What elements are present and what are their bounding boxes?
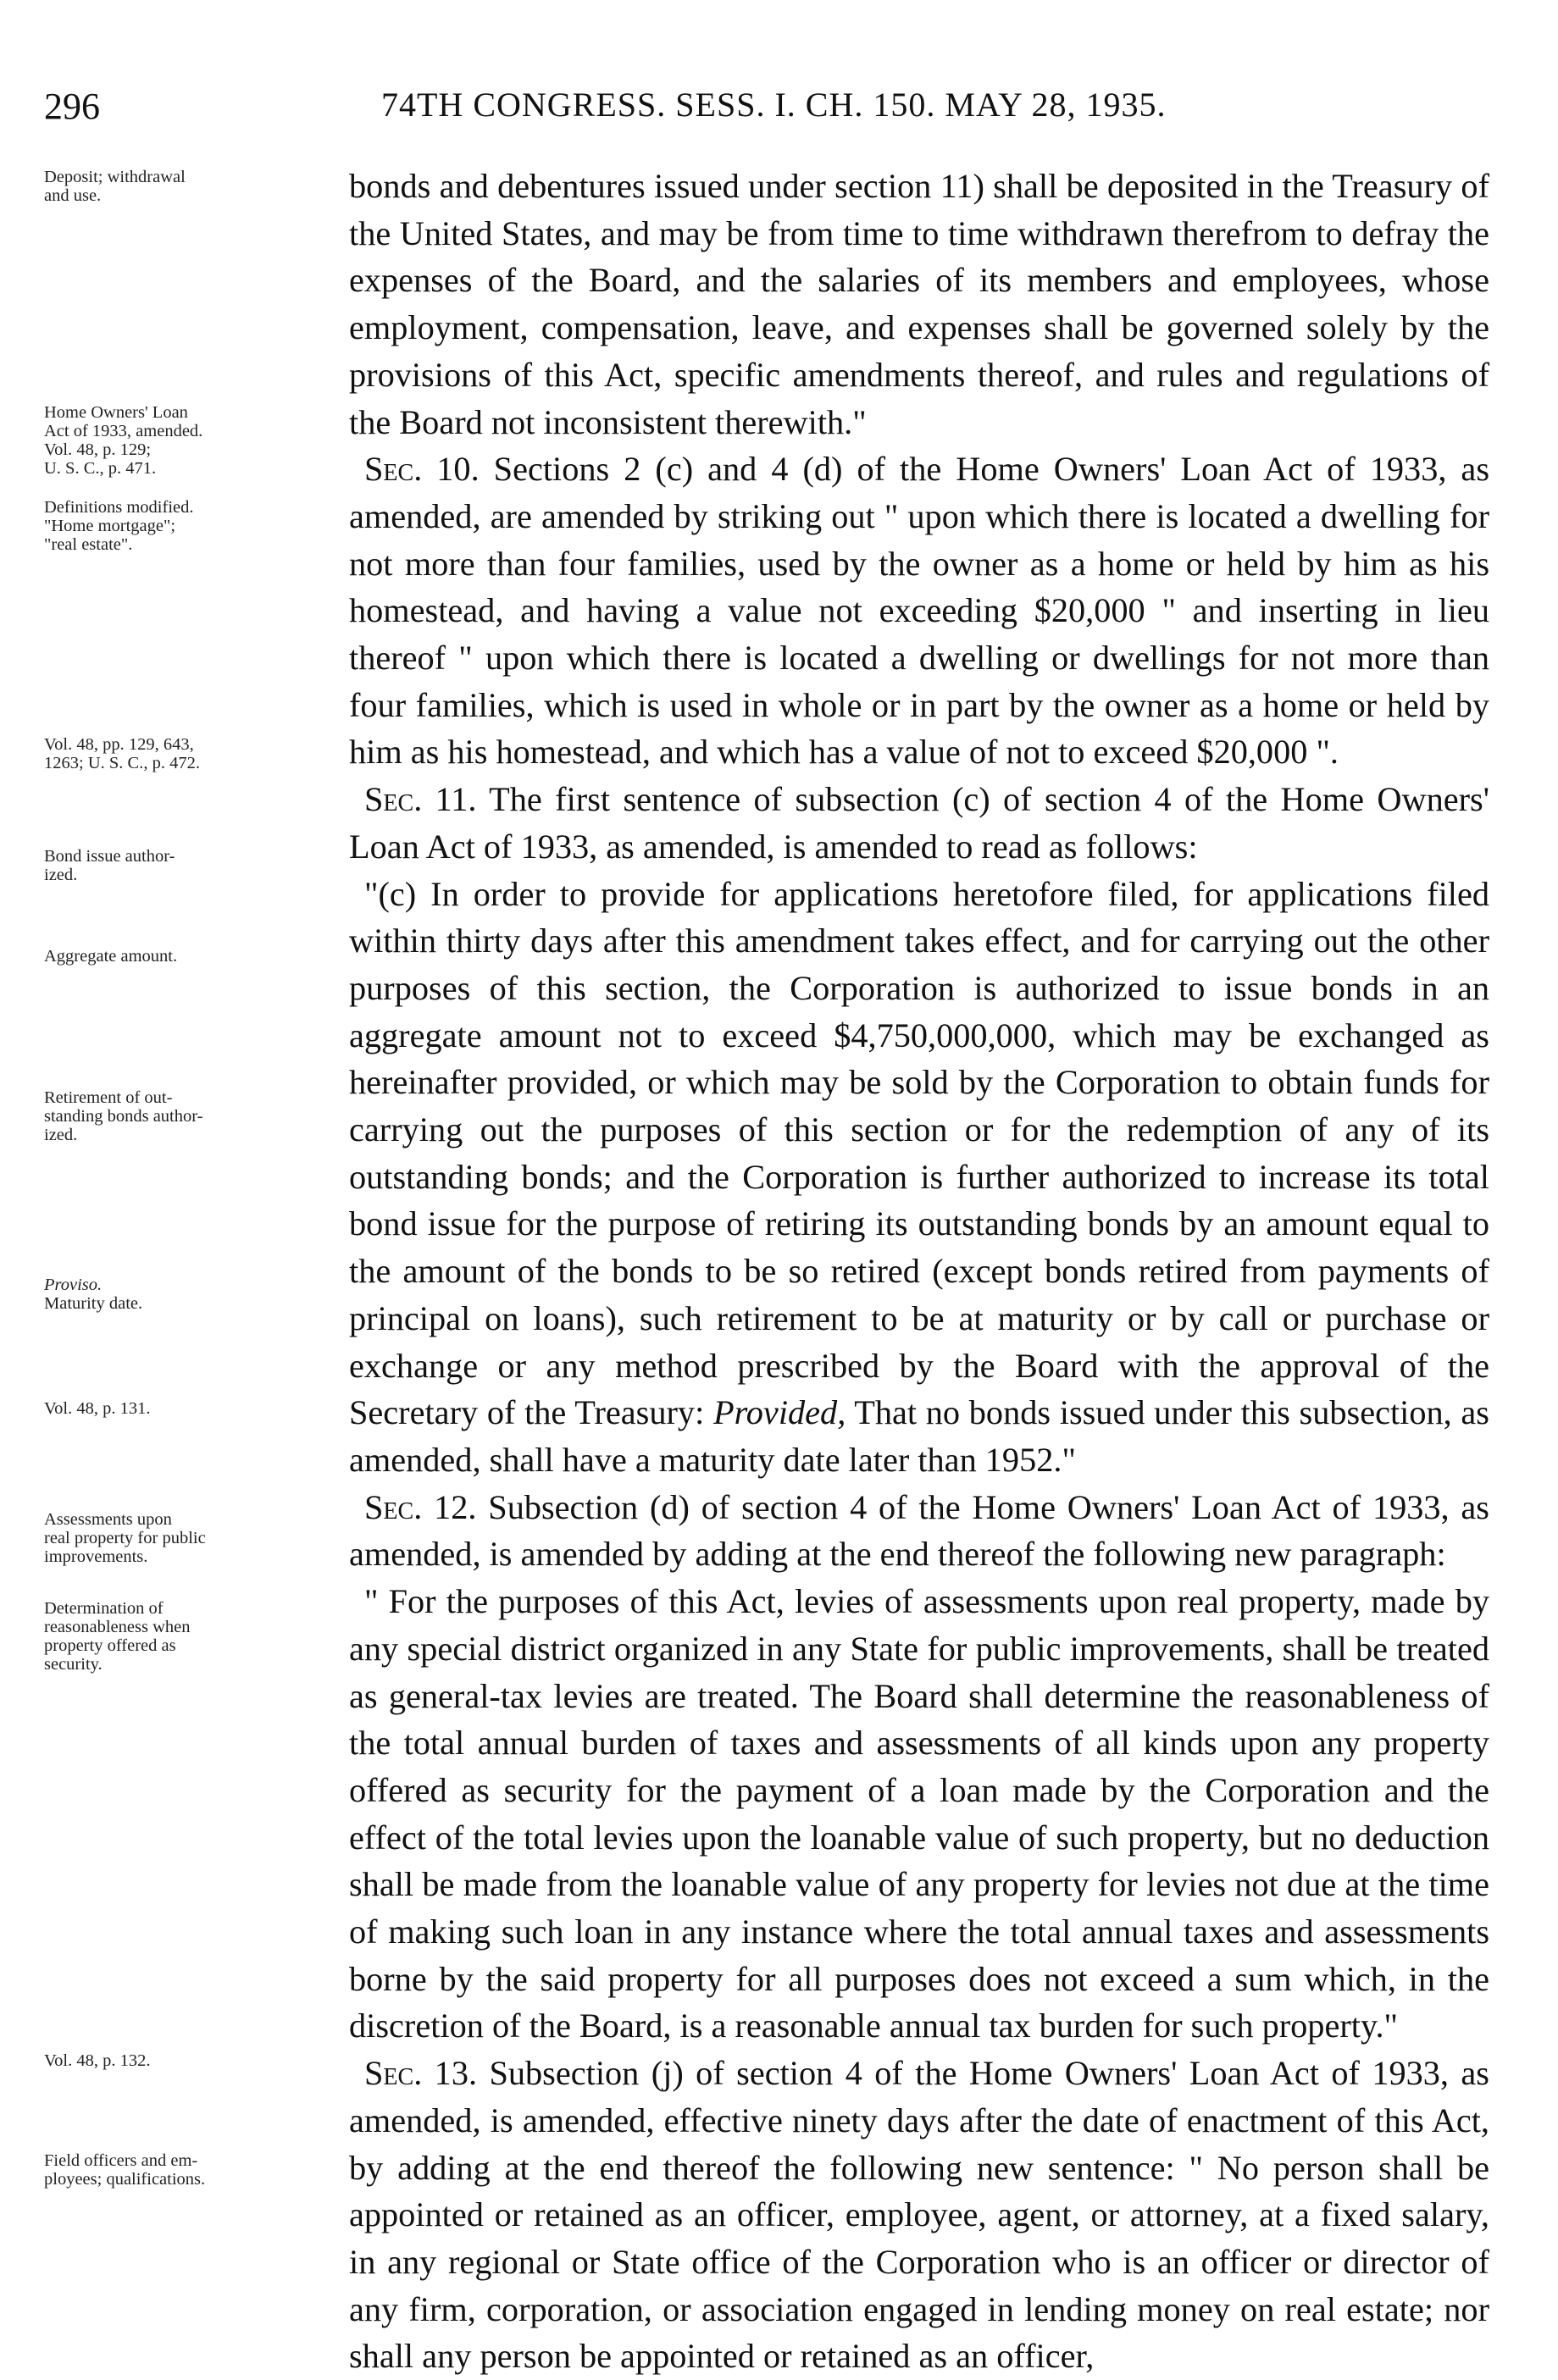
section-label: Sec. 11. [364,780,477,819]
margin-note-assessments: Assessments upon real property for public improvements. [44,1510,206,1566]
section-12 [349,1484,1489,1578]
section-text: The first sentence of subsection (c) of section 4 of the Home Owners' Loan Act of 1933, as amended, is amended to read as follows: [349,780,1489,866]
margin-notes [0,0,347,2377]
section-label: Sec. 13. [364,2054,478,2093]
quoted-text: That no bonds issued under this subsection, as amended, shall have a maturity date later than 1952." [349,1393,1489,1479]
paragraph-continuation: bonds and debentures issued under section 11) shall be deposited in the Treasury of the United States, and may be from time to time withdrawn therefrom to defray the expenses of the Board, and the salaries of its members and employees, whose employment, compensation, leave, and expenses shall be governed solely by the provisions of this Act, specific amendments thereof, and rules and regulations of the Board not inconsistent therewith." [349,167,1489,441]
section-text: Sections 2 (c) and 4 (d) of the Home Owners' Loan Act of 1933, as amended, are amended by striking out " upon which there is located a dwelling for not more than four families, used by the owner as a home or held by him as his homestead, and having a value not exceeding $20,000 " and inserting in lieu thereof " upon which there is located a dwelling or dwellings for not more than four families, which is used in whole or in part by the owner as a home or held by him as his homestead, and which has a value of not to exceed $20,000 ". [349,450,1490,772]
margin-note-field-officers: Field officers and em- ployees; qualifications. [44,2151,206,2189]
quoted-text: "(c) In order to provide for applications heretofore filed, for applications filed within thirty days after this amendment takes effect, and for carrying out the other purposes of this section, the Corporation is authorized to issue bonds in an aggregate amount not to exceed $4,750,000,000, which may be exchanged as hereinafter provided, or which may be sold by the Corporation to obtain funds for carrying out the purposes of this section or for the redemption of any of its outstanding bonds; and the Corporation is further authorized to increase its total bond issue for the purpose of retiring its outstanding bonds by an amount equal to the amount of the bonds to be so retired (except bonds retired from payments of principal on loans), such retirement to be at maturity or by call or purchase or exchange or any method prescribed by the Board with the approval of the Secretary of the Treasury: [349,874,1489,1432]
margin-note-home-owners-loan-act: Home Owners' Loan Act of 1933, amended. Vol. 48, p. 129; U. S. C., p. 471. [44,403,203,478]
proviso-word: Provided, [712,1393,846,1432]
section-12-quoted-text: " For the purposes of this Act, levies of assessments upon real property, made by any special district organized in any State for public improvements, shall be treated as general-tax levies are treated. The Board shall determine the reasonableness of the total annual burden of taxes and assessments of all kinds upon any property offered as security for the payment of a loan made by the Corporation and the effect of the total levies upon the loanable value of such property, but no deduction shall be made from the loanable value of any property for levies not due at the time of making such loan in any instance where the total annual taxes and assessments borne by the said property for all purposes does not exceed a sum which, in the discretion of the Board, is a reasonable annual tax burden for such property." [349,1582,1489,2045]
section-11 [349,776,1489,870]
section-text: Subsection (d) of section 4 of the Home Owners' Loan Act of 1933, as amended, is amended by adding at the end thereof the following new paragraph: [349,1487,1489,1574]
statute-body [349,163,1489,2380]
section-label: Sec. 12. [364,1487,477,1526]
margin-note-deposit: Deposit; withdrawal and use. [44,168,186,205]
margin-note-vol48-pp129: Vol. 48, pp. 129, 643, 1263; U. S. C., p. 472. [44,735,200,772]
margin-note-determination: Determination of reasonableness when property offered as security. [44,1599,191,1674]
margin-note-bond-issue: Bond issue author- ized. [44,847,175,884]
margin-note-proviso: Proviso. Maturity date. [44,1276,143,1313]
running-title: 74TH CONGRESS. SESS. I. CH. 150. MAY 28, 1935. [381,86,1167,124]
section-10 [349,446,1489,776]
margin-note-vol48-p132: Vol. 48, p. 132. [44,2051,151,2070]
section-text: Subsection (j) of section 4 of the Home Owners' Loan Act of 1933, as amended, is amended, effective ninety days after the date of enactment of this Act, by adding at the end thereof the following new sentence: " No person shall be appointed or retained as an officer, employee, agent, or attorney, at a fixed salary, in any regional or State office of the Corporation who is an officer or director of any firm, corporation, or association engaged in lending money on real estate; nor shall any person be appointed or retained as an officer, [349,2054,1489,2376]
section-13 [349,2050,1489,2380]
margin-note-vol48-p131: Vol. 48, p. 131. [44,1399,151,1418]
page-number: 296 [44,86,100,127]
margin-note-retirement: Retirement of out- standing bonds author- ized. [44,1088,203,1144]
section-11-quoted-text [349,871,1489,1484]
margin-note-aggregate: Aggregate amount. [44,947,178,966]
section-label: Sec. 10. [364,450,480,489]
margin-note-definitions: Definitions modified. "Home mortgage"; "real estate". [44,498,194,554]
